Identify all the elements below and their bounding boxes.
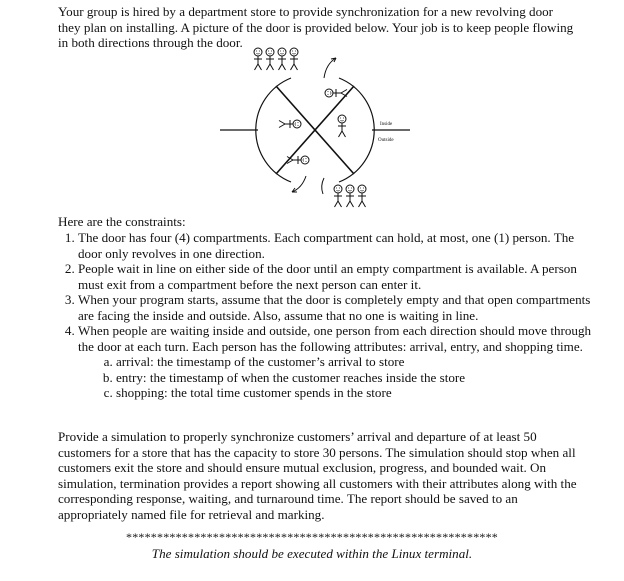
task-paragraph: Provide a simulation to properly synchronize customers’ arrival and departure of at least 50 customers for a store that has the capacity to store 30 persons. The simulation should stop when all customers exit the store and should ensure mutual exclusion, progress, and bounded wait. On simulation, termination provides a report showing all customers with their attributes along with the corresponding response, waiting, and turnaround time. The report should be saved to an appropriately named file for retrieval and marking. <box>58 429 577 522</box>
constraint-item: 3. When your program starts, assume that the door is completely empty and that open compartments are facing the inside and outside. Also, assume that no one is waiting in line. <box>78 292 593 323</box>
person-icon <box>266 48 274 70</box>
constraint-item: 1. The door has four (4) compartments. Each compartment can hold, at most, one (1) person. The door only revolves in one direction. <box>78 230 593 261</box>
person-icon <box>358 185 366 207</box>
inside-label: Inside <box>380 122 393 127</box>
person-icon <box>338 115 346 137</box>
separator-line: ************************************************************ <box>126 530 498 544</box>
person-icon <box>279 120 301 128</box>
person-icon <box>334 185 342 207</box>
attribute-item: b. entry: the timestamp of when the customer reaches inside the store <box>116 370 593 386</box>
person-icon <box>290 48 298 70</box>
attribute-item: c. shopping: the total time customer spends in the store <box>116 385 593 401</box>
constraints-list <box>58 230 593 401</box>
door-arc-left <box>256 78 291 182</box>
intro-paragraph: Your group is hired by a department store to provide synchronization for a new revolving door they plan on installing. A picture of the door is provided below. Your job is to keep people flowing in both directions through the door. <box>58 4 574 50</box>
attributes-list <box>78 354 593 401</box>
person-icon <box>278 48 286 70</box>
person-icon <box>346 185 354 207</box>
constraint-item: 2. People wait in line on either side of the door until an empty compartment is available. A person must exit from a compartment before the next person can enter it. <box>78 261 593 292</box>
person-icon <box>254 48 262 70</box>
attribute-item: a. arrival: the timestamp of the customer’s arrival to store <box>116 354 593 370</box>
constraints-heading: Here are the constraints: <box>58 214 186 229</box>
outside-label: Outside <box>378 138 394 143</box>
constraint-item <box>78 323 593 401</box>
footer-note: The simulation should be executed within the Linux terminal. <box>151 546 473 561</box>
constraint-text: When people are waiting inside and outside, one person from each direction should move through the door at each turn. Each person has the following attributes: arrival, entry, and shopping time. <box>78 323 592 354</box>
door-arc-right <box>339 78 374 182</box>
arrow-icon <box>322 178 324 194</box>
revolving-door-diagram <box>210 46 430 216</box>
person-icon <box>325 89 347 97</box>
